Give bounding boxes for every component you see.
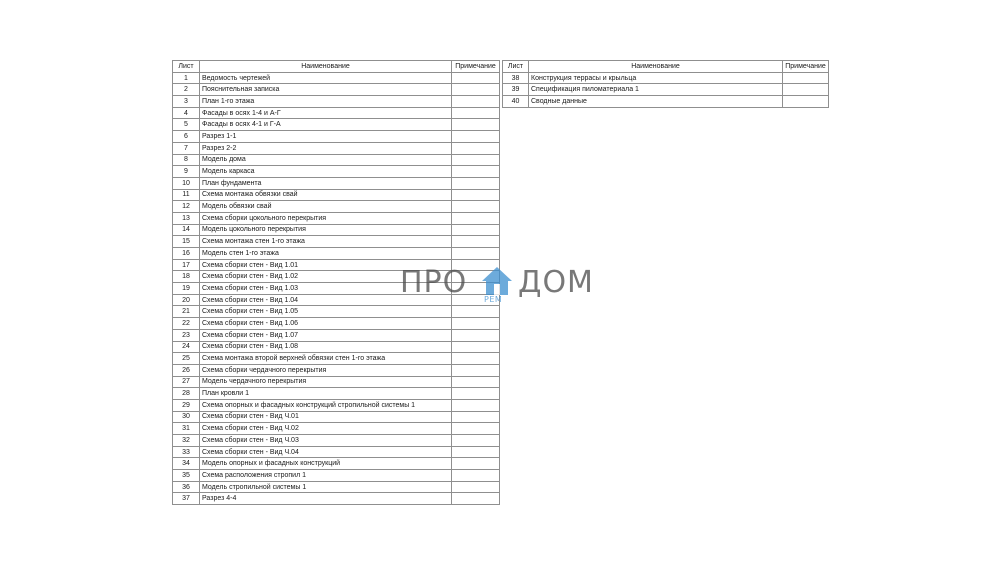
sheet-note-cell — [452, 318, 500, 330]
watermark-logo — [400, 262, 600, 306]
sheet-number-cell: 6 — [173, 131, 200, 143]
table-row — [173, 353, 500, 365]
sheet-number-cell: 40 — [503, 96, 529, 108]
sheet-number-cell: 10 — [173, 177, 200, 189]
sheet-number-cell: 2 — [173, 84, 200, 96]
sheet-name-cell: Модель стропильной системы 1 — [200, 481, 452, 493]
sheet-note-cell — [452, 470, 500, 482]
sheet-number-cell: 17 — [173, 259, 200, 271]
sheet-number-cell: 22 — [173, 318, 200, 330]
sheet-note-cell — [452, 481, 500, 493]
sheet-name-cell: Модель дома — [200, 154, 452, 166]
sheet-number-cell: 3 — [173, 96, 200, 108]
sheet-note-cell — [452, 224, 500, 236]
sheet-note-cell — [783, 72, 829, 84]
table-row — [173, 458, 500, 470]
table-row — [173, 189, 500, 201]
sheet-number-cell: 4 — [173, 107, 200, 119]
sheet-name-cell: Схема опорных и фасадных конструкций стропильной системы 1 — [200, 399, 452, 411]
table-row — [173, 131, 500, 143]
table-header-row — [173, 61, 500, 73]
sheet-note-cell — [452, 177, 500, 189]
sheet-name-cell: Схема сборки стен - Вид 1.05 — [200, 306, 452, 318]
table-row — [503, 84, 829, 96]
sheet-number-cell: 28 — [173, 388, 200, 400]
table-row — [173, 154, 500, 166]
sheet-note-cell — [452, 166, 500, 178]
table-row — [173, 364, 500, 376]
sheet-name-cell: Фасады в осях 4-1 и Г-А — [200, 119, 452, 131]
sheet-name-cell: Схема сборки стен - Вид 1.04 — [200, 294, 452, 306]
sheet-number-cell: 18 — [173, 271, 200, 283]
sheet-name-cell: План кровли 1 — [200, 388, 452, 400]
column-header-name: Наименование — [200, 61, 452, 73]
table-row — [173, 446, 500, 458]
watermark-subtext: РЕМ — [484, 295, 503, 304]
sheet-number-cell: 36 — [173, 481, 200, 493]
table-row — [173, 318, 500, 330]
sheet-number-cell: 12 — [173, 201, 200, 213]
sheet-name-cell: Сводные данные — [529, 96, 783, 108]
sheet-number-cell: 30 — [173, 411, 200, 423]
sheet-name-cell: Схема сборки стен - Вид 1.01 — [200, 259, 452, 271]
sheet-note-cell — [452, 458, 500, 470]
table-row — [173, 306, 500, 318]
sheet-number-cell: 37 — [173, 493, 200, 505]
sheet-name-cell: Схема сборки стен - Вид Ч.02 — [200, 423, 452, 435]
sheet-number-cell: 13 — [173, 212, 200, 224]
column-header-sheet: Лист — [503, 61, 529, 73]
table-row — [173, 107, 500, 119]
sheet-name-cell: Модель стен 1-го этажа — [200, 248, 452, 260]
sheet-number-cell: 31 — [173, 423, 200, 435]
sheet-number-cell: 16 — [173, 248, 200, 260]
sheet-note-cell — [452, 236, 500, 248]
table-row — [173, 493, 500, 505]
sheet-name-cell: Схема сборки стен - Вид Ч.03 — [200, 435, 452, 447]
column-header-name: Наименование — [529, 61, 783, 73]
sheet-number-cell: 7 — [173, 142, 200, 154]
sheet-name-cell: Модель чердачного перекрытия — [200, 376, 452, 388]
sheet-number-cell: 34 — [173, 458, 200, 470]
table-row — [173, 177, 500, 189]
sheet-number-cell: 23 — [173, 329, 200, 341]
sheet-note-cell — [452, 84, 500, 96]
sheet-note-cell — [452, 96, 500, 108]
sheet-note-cell — [452, 388, 500, 400]
table-row — [173, 341, 500, 353]
sheet-number-cell: 24 — [173, 341, 200, 353]
sheet-number-cell: 26 — [173, 364, 200, 376]
sheet-name-cell: Схема сборки стен - Вид 1.06 — [200, 318, 452, 330]
sheet-name-cell: Схема сборки стен - Вид 1.02 — [200, 271, 452, 283]
sheet-name-cell: Схема сборки стен - Вид 1.07 — [200, 329, 452, 341]
sheet-name-cell: Конструкция террасы и крыльца — [529, 72, 783, 84]
sheet-number-cell: 20 — [173, 294, 200, 306]
sheet-note-cell — [452, 446, 500, 458]
table-row — [173, 376, 500, 388]
sheet-name-cell: Модель цокольного перекрытия — [200, 224, 452, 236]
sheet-name-cell: Схема монтажа обвязки свай — [200, 189, 452, 201]
table-row — [173, 96, 500, 108]
sheet-name-cell: План 1-го этажа — [200, 96, 452, 108]
sheet-name-cell: Схема сборки стен - Вид Ч.01 — [200, 411, 452, 423]
sheet-number-cell: 35 — [173, 470, 200, 482]
sheet-note-cell — [452, 306, 500, 318]
sheet-name-cell: Разрез 4-4 — [200, 493, 452, 505]
sheet-number-cell: 38 — [503, 72, 529, 84]
sheet-note-cell — [452, 376, 500, 388]
sheet-number-cell: 25 — [173, 353, 200, 365]
sheet-number-cell: 21 — [173, 306, 200, 318]
sheet-note-cell — [452, 435, 500, 447]
sheet-note-cell — [452, 399, 500, 411]
column-header-note: Примечание — [783, 61, 829, 73]
watermark-text-right: ДОМ — [518, 265, 594, 300]
sheet-name-cell: Модель опорных и фасадных конструкций — [200, 458, 452, 470]
table-row — [173, 470, 500, 482]
sheet-name-cell: Разрез 2-2 — [200, 142, 452, 154]
sheet-name-cell: Схема сборки стен - Вид Ч.04 — [200, 446, 452, 458]
sheet-note-cell — [452, 201, 500, 213]
sheet-number-cell: 5 — [173, 119, 200, 131]
table-row — [173, 212, 500, 224]
sheet-number-cell: 8 — [173, 154, 200, 166]
watermark-text-left: ПРО — [400, 265, 468, 300]
table-row — [173, 329, 500, 341]
sheet-name-cell: Модель каркаса — [200, 166, 452, 178]
sheet-name-cell: Схема сборки стен - Вид 1.08 — [200, 341, 452, 353]
sheet-note-cell — [783, 84, 829, 96]
sheet-number-cell: 9 — [173, 166, 200, 178]
table-row — [173, 119, 500, 131]
sheet-note-cell — [452, 119, 500, 131]
sheet-number-cell: 27 — [173, 376, 200, 388]
sheet-number-cell: 32 — [173, 435, 200, 447]
sheet-name-cell: Схема монтажа стен 1-го этажа — [200, 236, 452, 248]
table-row — [173, 423, 500, 435]
sheet-note-cell — [452, 131, 500, 143]
sheet-name-cell: План фундамента — [200, 177, 452, 189]
table-header-row — [503, 61, 829, 73]
sheet-note-cell — [452, 248, 500, 260]
sheet-note-cell — [452, 72, 500, 84]
sheet-number-cell: 29 — [173, 399, 200, 411]
sheet-name-cell: Схема расположения стропил 1 — [200, 470, 452, 482]
sheet-note-cell — [452, 493, 500, 505]
table-row — [503, 72, 829, 84]
sheet-note-cell — [783, 96, 829, 108]
sheet-number-cell: 14 — [173, 224, 200, 236]
sheet-name-cell: Схема сборки стен - Вид 1.03 — [200, 283, 452, 295]
sheet-number-cell: 19 — [173, 283, 200, 295]
sheet-number-cell: 1 — [173, 72, 200, 84]
sheet-note-cell — [452, 107, 500, 119]
table-row — [173, 399, 500, 411]
table-row — [173, 388, 500, 400]
sheet-note-cell — [452, 142, 500, 154]
table-row — [173, 166, 500, 178]
sheet-index-table-right — [502, 60, 829, 108]
table-row — [173, 435, 500, 447]
table-row — [173, 411, 500, 423]
column-header-sheet: Лист — [173, 61, 200, 73]
sheet-note-cell — [452, 364, 500, 376]
sheet-name-cell: Модель обвязки свай — [200, 201, 452, 213]
sheet-name-cell: Разрез 1-1 — [200, 131, 452, 143]
sheet-note-cell — [452, 189, 500, 201]
sheet-number-cell: 39 — [503, 84, 529, 96]
table-row — [173, 84, 500, 96]
sheet-note-cell — [452, 154, 500, 166]
sheet-note-cell — [452, 353, 500, 365]
sheet-name-cell: Пояснительная записка — [200, 84, 452, 96]
sheet-number-cell: 15 — [173, 236, 200, 248]
sheet-name-cell: Ведомость чертежей — [200, 72, 452, 84]
table-row — [173, 201, 500, 213]
table-row — [173, 72, 500, 84]
sheet-note-cell — [452, 423, 500, 435]
sheet-name-cell: Фасады в осях 1-4 и А-Г — [200, 107, 452, 119]
column-header-note: Примечание — [452, 61, 500, 73]
sheet-number-cell: 33 — [173, 446, 200, 458]
table-row — [503, 96, 829, 108]
table-row — [173, 481, 500, 493]
table-row — [173, 248, 500, 260]
sheet-note-cell — [452, 341, 500, 353]
sheet-name-cell: Спецификация пиломатериала 1 — [529, 84, 783, 96]
sheet-note-cell — [452, 329, 500, 341]
table-row — [173, 236, 500, 248]
sheet-note-cell — [452, 212, 500, 224]
sheet-name-cell: Схема монтажа второй верхней обвязки стен 1-го этажа — [200, 353, 452, 365]
sheet-name-cell: Схема сборки цокольного перекрытия — [200, 212, 452, 224]
table-row — [173, 142, 500, 154]
sheet-name-cell: Схема сборки чердачного перекрытия — [200, 364, 452, 376]
sheet-note-cell — [452, 411, 500, 423]
sheet-number-cell: 11 — [173, 189, 200, 201]
house-icon — [480, 264, 514, 298]
table-body-right — [503, 72, 829, 107]
table-row — [173, 224, 500, 236]
